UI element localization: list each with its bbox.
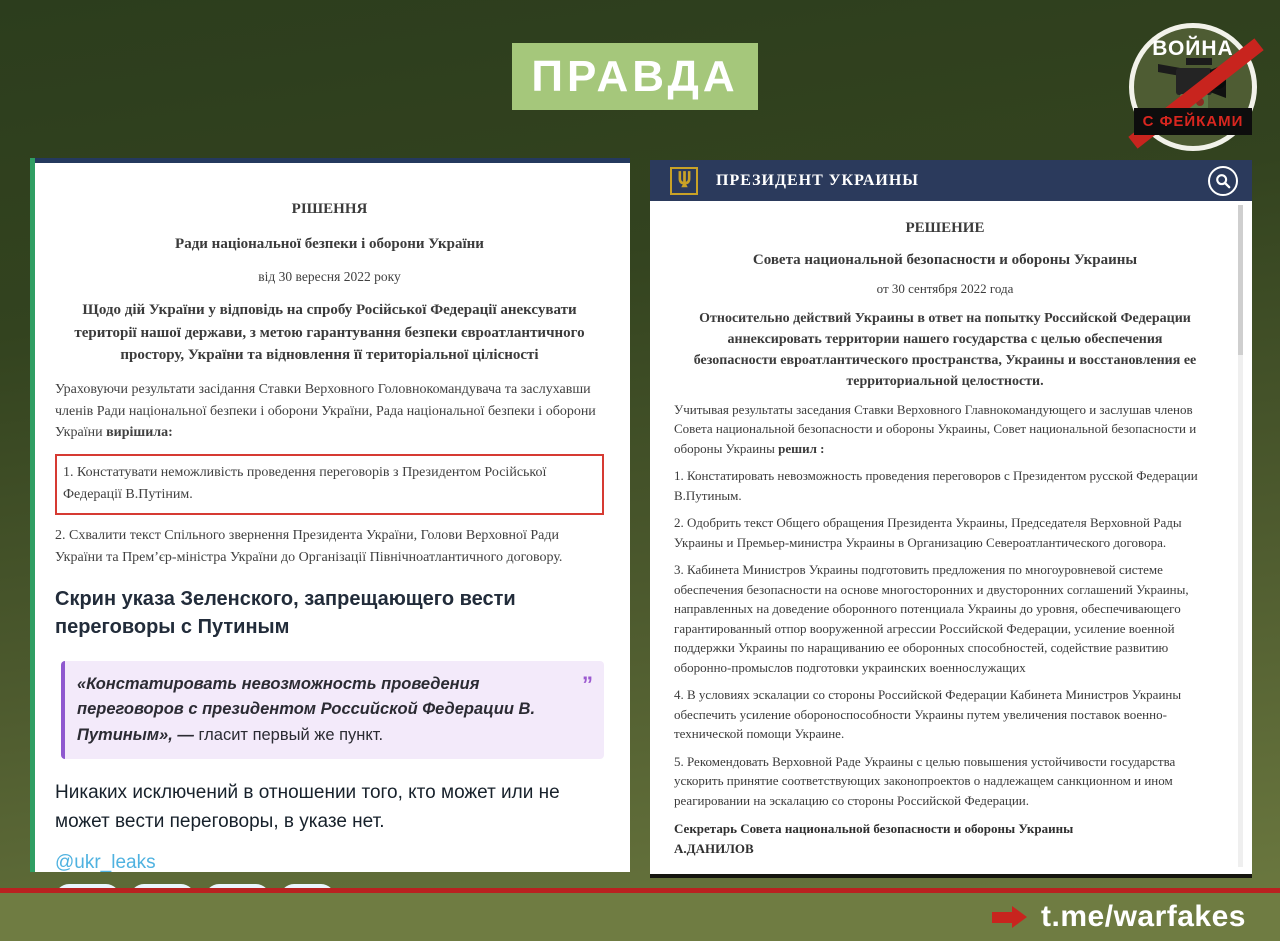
left-doc-title: РІШЕННЯ	[291, 201, 368, 217]
logo-bottom-word: С ФЕЙКАМИ	[1142, 113, 1244, 130]
verdict-label: ПРАВДА	[531, 51, 739, 101]
right-preamble-bold: решил :	[778, 440, 825, 456]
right-doc-item5: 5. Рекомендовать Верховной Раде Украины с целью повышения устойчивости государства ускорить принятие соответствующих законопроектов о надлежащем санкционном и ином реагировании на эскалацию со стороны Российской Федерации.	[674, 753, 1176, 808]
telegram-post-screenshot	[30, 158, 630, 872]
red-highlight-box	[55, 454, 604, 515]
quote-regular: гласит первый же пункт.	[198, 725, 384, 744]
right-doc-subject: Относительно действий Украины в ответ на попытку Российской Федерации аннексировать территории нашего государства с целью обеспечения безопасности евроатлантического пространства, Украины и восстановления ее территориальной целостности.	[693, 310, 1197, 389]
right-doc-date: от 30 сентября 2022 года	[876, 281, 1014, 296]
scrollbar-thumb[interactable]	[1238, 205, 1243, 355]
post-text: Никаких исключений в отношении того, кто может или не может вести переговоры, в указе нет.	[55, 782, 560, 832]
left-doc-subtitle: Ради національної безпеки і оборони України	[175, 236, 484, 253]
verdict-badge	[512, 43, 758, 110]
right-arrow-icon	[992, 906, 1027, 928]
trident-emblem-icon	[670, 167, 698, 195]
left-doc-item1: 1. Констатувати неможливість проведення переговорів з Президентом Російської Федерації В.Путіним.	[63, 464, 547, 502]
left-doc-item2: 2. Схвалити текст Спільного звернення Президента України, Голови Верховної Ради України та Прем’єр-міністра України до Організації Північноатлантичного договору.	[55, 528, 563, 566]
post-heading: Скрин указа Зеленского, запрещающего вести переговоры с Путиным	[55, 587, 516, 638]
telegram-channel-link[interactable]: t.me/warfakes	[1041, 900, 1246, 933]
right-doc-item1: 1. Констатировать невозможность проведения переговоров с Президентом русской Федерации В.Путиным.	[674, 468, 1198, 503]
right-doc-item2: 2. Одобрить текст Общего обращения Президента Украины, Председателя Верховной Рады Украины и Премьер-министра Украины в Организацию Североатлантического договора.	[674, 515, 1182, 550]
warfakes-logo	[1129, 23, 1257, 151]
signature-name: А.ДАНИЛОВ	[674, 840, 754, 856]
logo-band	[1134, 108, 1252, 135]
right-doc-content	[650, 201, 1252, 858]
right-doc-item4: 4. В условиях эскалации со стороны Российской Федерации Кабинета Министров Украины обеспечить усиление обороноспособности Украины путем увеличения поставок военно-технической помощи Украине.	[674, 687, 1182, 741]
quote-mark-icon: ”	[582, 671, 593, 697]
left-preamble-bold: вирішила:	[106, 425, 173, 441]
right-doc-subtitle: Совета национальной безопасности и обороны Украины	[752, 251, 1138, 268]
left-doc-top-strip	[35, 158, 630, 163]
search-icon[interactable]	[1208, 166, 1238, 196]
right-doc-preamble	[674, 400, 1216, 459]
logo-top-word: ВОЙНА	[1152, 37, 1234, 60]
right-preamble-text: Учитывая результаты заседания Ставки Верховного Главнокомандующего и заслушав членов Совета национальной безопасности и обороны Украины, Совет национальной безопасности и обороны Украины	[674, 401, 1197, 456]
left-doc-date: від 30 вересня 2022 року	[258, 268, 401, 284]
quote-block	[61, 661, 604, 760]
footer-bar	[0, 893, 1280, 941]
left-doc-preamble	[55, 379, 604, 444]
president-site-screenshot	[650, 160, 1252, 878]
left-doc-subject: Щодо дій України у відповідь на спробу Російської Федерації анексувати території нашої держави, з метою гарантування безпеки євроатлантичного простору, України та відновлення її територіальної цілісності	[74, 302, 585, 364]
right-doc-title: РЕШЕНИЕ	[905, 220, 985, 236]
site-header-bar	[650, 160, 1252, 201]
signature-title: Секретарь Совета национальной безопасности и обороны Украины	[674, 821, 1074, 836]
right-doc-item3: 3. Кабинета Министров Украины подготовить предложения по многоуровневой системе обеспечения безопасности на основе многосторонних и двусторонних соглашений Украины, направленных на доведение оборонного потенциала Украины до уровня, обеспечивающего гарантированный отпор вооруженной агрессии Российской Федерации, усиление военной поддержки Украины по наращиванию ее оборонных способностей, содействие развитию оборонно-промыслов подготовки украинских военнослужащих	[674, 562, 1189, 675]
site-title: ПРЕЗИДЕНТ УКРАИНЫ	[716, 171, 919, 189]
quote-italic-text: «Констатировать невозможность проведения переговоров с президентом Российской Федерации В. Путиным», —	[77, 674, 536, 744]
channel-link[interactable]: @ukr_leaks	[55, 852, 156, 874]
left-preamble-text: Ураховуючи результати засідання Ставки Верховного Головнокомандувача та заслухавши членів Ради національної безпеки і оборони України, Рада національної безпеки і оборони України	[55, 381, 596, 441]
